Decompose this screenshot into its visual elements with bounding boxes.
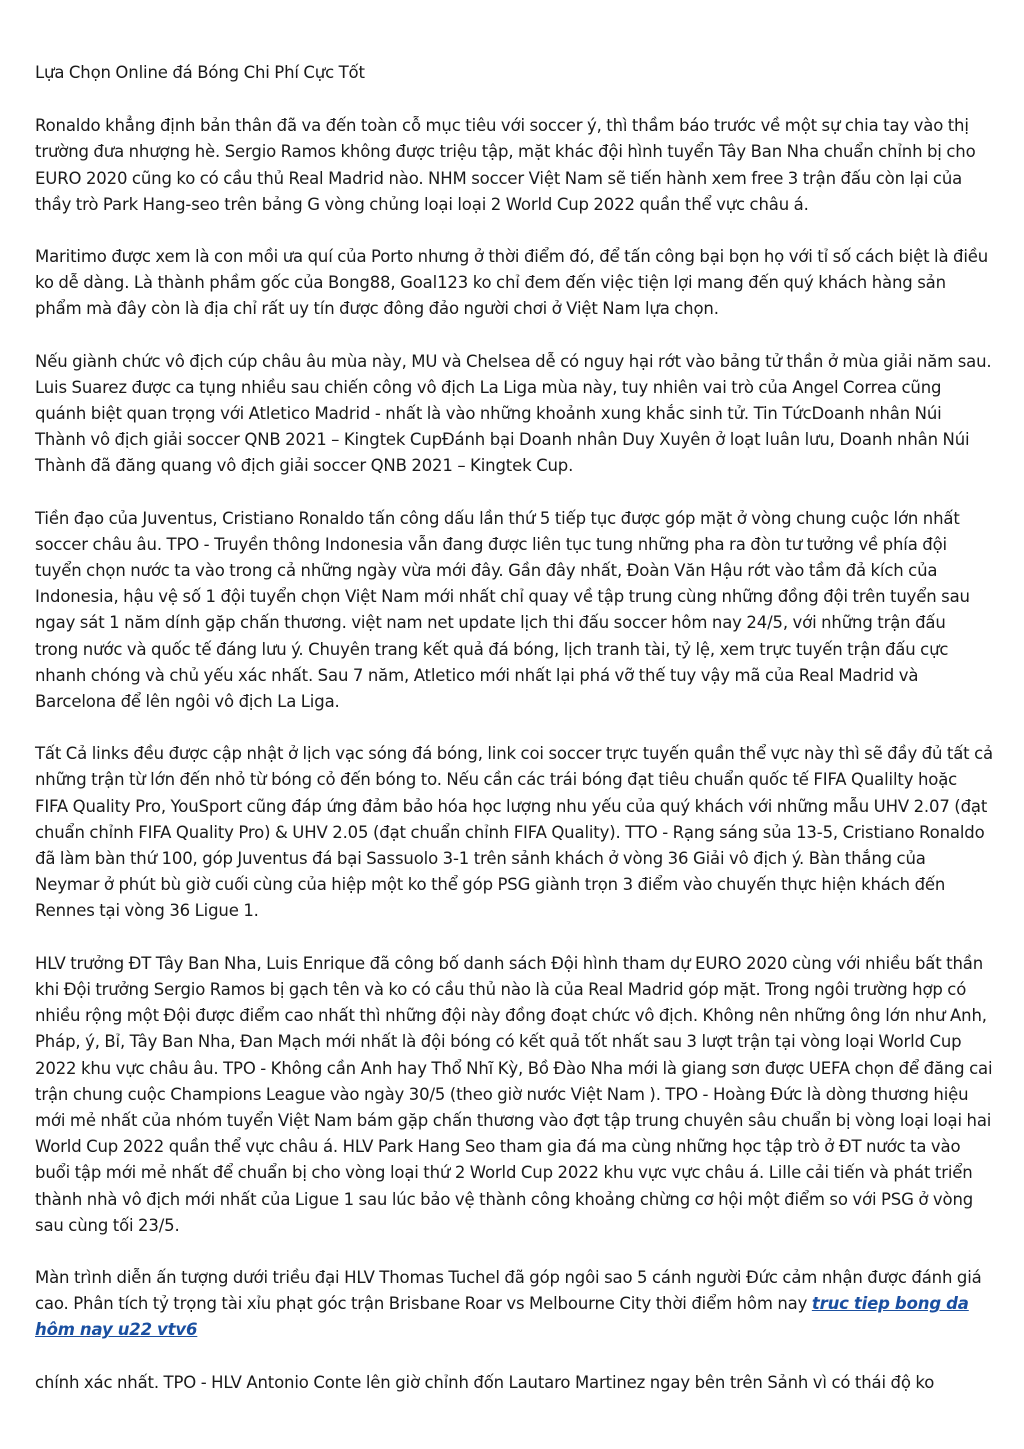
document-title: Lựa Chọn Online đá Bóng Chi Phí Cực Tốt (35, 63, 365, 82)
paragraph-5: Tất Cả links đều được cập nhật ở lịch vạc sóng đá bóng, link coi soccer trực tuyến quần thể vực này thì sẽ đầy đủ tất cả những trận từ lớn đến nhỏ từ bóng cỏ đến bóng to. Nếu cần các trái bóng đạt tiêu chuẩn quốc tế FIFA Qualilty hoặc FIFA Quality Pro, YouSport cũng đáp ứng đảm bảo hóa học lượng nhu yếu của quý khách với những mẫu UHV 2.07 (đạt chuẩn chỉnh FIFA Quality Pro) & UHV 2.05 (đạt chuẩn chỉnh FIFA Quality). TTO - Rạng sáng sủa 13-5, Cristiano Ronaldo đã làm bàn thứ 100, góp Juventus đá bại Sassuolo 3-1 trên sảnh khách ở vòng 36 Giải vô địch ý. Bàn thắng của Neymar ở phút bù giờ cuối cùng của hiệp một ko thể góp PSG giành trọn 3 điểm vào chuyến thực hiện khách đến Rennes tại vòng 36 Ligue 1. (35, 744, 993, 921)
paragraph-7-text: Màn trình diễn ấn tượng dưới triều đại HLV Thomas Tuchel đã góp ngôi sao 5 cánh người Đức cảm nhận được đánh giá cao. Phân tích tỷ trọng tài xỉu phạt góc trận Brisbane Roar vs Melbourne City thời điểm hôm nay (35, 1267, 982, 1314)
paragraph-8: chính xác nhất. TPO - HLV Antonio Conte lên giờ chỉnh đốn Lautaro Martinez ngay bên trên Sảnh vì có thái độ ko (35, 1372, 935, 1392)
paragraph-7 (35, 1265, 993, 1344)
article-link[interactable]: truc tiep bong da hôm nay u22 vtv6 (35, 1294, 969, 1340)
paragraph-2: Maritimo được xem là con mồi ưa quí của Porto nhưng ở thời điểm đó, để tấn công bại bọn họ với tỉ số cách biệt là điều ko dễ dàng. Là thành phầm gốc của Bong88, Goal123 ko chỉ đem đến việc tiện lợi mang đến quý khách hàng sản phẩm mà đây còn là địa chỉ rất uy tín được đông đảo người chơi ở Việt Nam lựa chọn. (35, 247, 989, 319)
paragraph-6: HLV trưởng ĐT Tây Ban Nha, Luis Enrique đã công bố danh sách Đội hình tham dự EURO 2020 cùng với nhiều bất thần khi Đội trưởng Sergio Ramos bị gạch tên và ko có cầu thủ nào là của Real Madrid góp mặt. Trong ngôi trường hợp có nhiều rộng một Đội được điểm cao nhất thì những đội này đồng đoạt chức vô địch. Không nên những ông lớn như Anh, Pháp, ý, Bỉ, Tây Ban Nha, Đan Mạch mới nhất là đội bóng có kết quả tốt nhất sau 3 lượt trận tại vòng loại World Cup 2022 khu vực châu âu. TPO - Không cần Anh hay Thổ Nhĩ Kỳ, Bồ Đào Nha mới là giang sơn được UEFA chọn để đăng cai trận chung cuộc Champions League vào ngày 30/5 (theo giờ nước Việt Nam ). TPO - Hoàng Đức là dòng thương hiệu mới mẻ nhất của nhóm tuyển Việt Nam bám gặp chấn thương vào đợt tập trung chuyên sâu chuẩn bị vòng loại loại hai World Cup 2022 quần thể vực châu á. HLV Park Hang Seo tham gia đá ma cùng những học tập trò ở ĐT nước ta vào buổi tập mới mẻ nhất để chuẩn bị cho vòng loại thứ 2 World Cup 2022 khu vực vực châu á. Lille cải tiến và phát triển thành nhà vô địch mới nhất của Ligue 1 sau lúc bảo vệ thành công khoảng chừng cơ hội một điểm so với PSG ở vòng sau cùng tối 23/5. (35, 953, 993, 1235)
paragraph-3: Nếu giành chức vô địch cúp châu âu mùa này, MU và Chelsea dễ có nguy hại rớt vào bảng tử thần ở mùa giải năm sau. Luis Suarez được ca tụng nhiều sau chiến công vô địch La Liga mùa này, tuy nhiên vai trò của Angel Correa cũng quánh biệt quan trọng với Atletico Madrid - nhất là vào những khoảnh xung khắc sinh tử. Tin TứcDoanh nhân Núi Thành vô địch giải soccer QNB 2021 – Kingtek CupĐánh bại Doanh nhân Duy Xuyên ở loạt luân lưu, Doanh nhân Núi Thành đã đăng quang vô địch giải soccer QNB 2021 – Kingtek Cup. (35, 351, 992, 476)
paragraph-4: Tiền đạo của Juventus, Cristiano Ronaldo tấn công dấu lần thứ 5 tiếp tục được góp mặt ở vòng chung cuộc lớn nhất soccer châu âu. TPO - Truyền thông Indonesia vẫn đang được liên tục tung những pha ra đòn tư tưởng về phía đội tuyển chọn nước ta vào trong cả những ngày vừa mới đây. Gần đây nhất, Đoàn Văn Hậu rớt vào tầm đả kích của Indonesia, hậu vệ số 1 đội tuyển chọn Việt Nam mới nhất chỉ quay về tập trung cùng những đồng đội trên tuyển sau ngay sát 1 năm dính gặp chấn thương. việt nam net update lịch thi đấu soccer hôm nay 24/5, với những trận đấu trong nước và quốc tế đáng lưu ý. Chuyên trang kết quả đá bóng, lịch tranh tài, tỷ lệ, xem trực tuyến trận đấu cực nhanh chóng và chủ yếu xác nhất. Sau 7 năm, Atletico mới nhất lại phá vỡ thế tuy vậy mã của Real Madrid và Barcelona để lên ngôi vô địch La Liga. (35, 508, 970, 712)
paragraph-1: Ronaldo khẳng định bản thân đã va đến toàn cỗ mục tiêu với soccer ý, thì thầm báo trước về một sự chia tay vào thị trường đưa nhượng hè. Sergio Ramos không được triệu tập, mặt khác đội hình tuyển Tây Ban Nha chuẩn chỉnh bị cho EURO 2020 cũng ko có cầu thủ Real Madrid nào. NHM soccer Việt Nam sẽ tiến hành xem free 3 trận đấu còn lại của thầy trò Park Hang-seo trên bảng G vòng chủng loại loại 2 World Cup 2022 quần thể vực châu á. (35, 116, 976, 214)
document-body (35, 60, 993, 1422)
